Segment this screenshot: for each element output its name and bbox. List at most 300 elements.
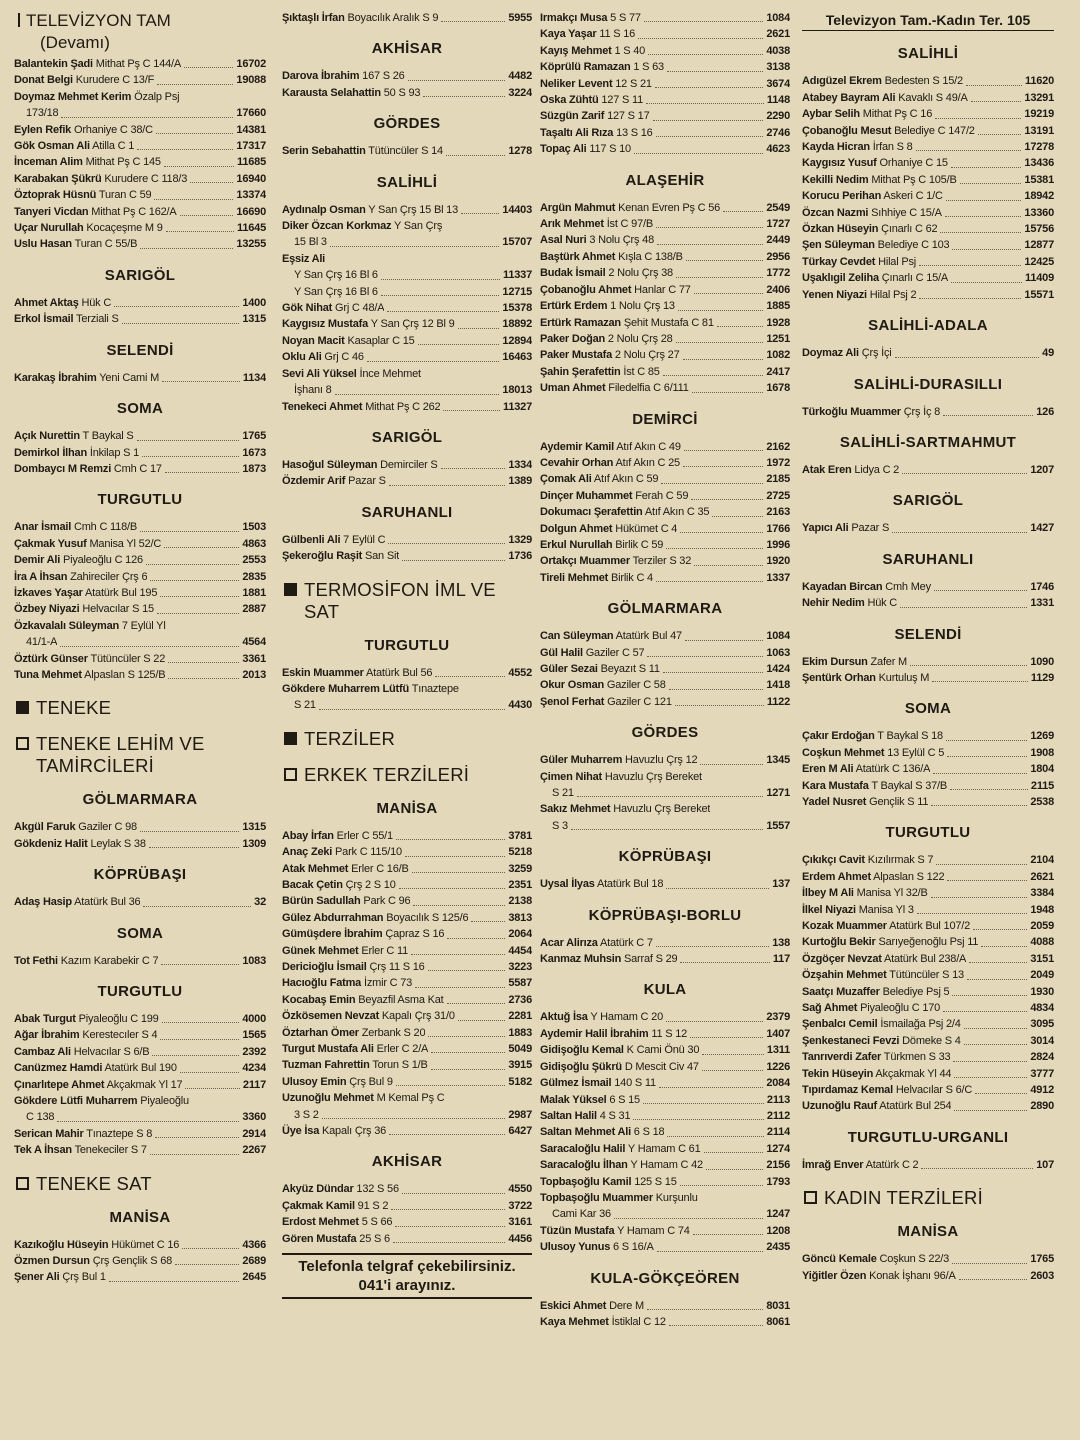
phone-number: 1883 <box>508 1026 532 1039</box>
listing-surname: Yadel Nusret <box>802 795 867 808</box>
listing-address: Mithat Pş C 105/B <box>871 173 957 186</box>
phone-number: 2064 <box>508 928 532 941</box>
dot-leader <box>952 248 1021 250</box>
listing-entry <box>14 295 266 311</box>
phone-number: 13374 <box>236 189 266 202</box>
dot-leader <box>155 1136 239 1138</box>
listing-address: Atatürk Bul 238/A <box>883 952 967 965</box>
phone-number: 2112 <box>766 1109 790 1122</box>
listing-entry <box>540 876 790 892</box>
town-heading: GÖLMARMARA <box>82 791 198 809</box>
listing-entry <box>282 1025 532 1041</box>
listing-entry <box>540 380 790 396</box>
listing-name <box>282 861 409 877</box>
dot-leader <box>471 920 505 922</box>
phone-number: 12877 <box>1024 239 1054 252</box>
dot-leader <box>676 341 764 343</box>
listing-name <box>282 1123 386 1139</box>
listing-name <box>802 404 940 420</box>
listing-entry <box>540 1190 790 1206</box>
phone-number: 3915 <box>508 1059 532 1072</box>
listing-address: Tütüncüler S 14 <box>368 145 443 158</box>
listing-address: Sarıyeğenoğlu Psj 11 <box>878 936 979 949</box>
listing-surname: Kocabaş Emin <box>282 993 356 1006</box>
listing-address: Çrş İçi <box>861 347 892 360</box>
dot-leader <box>458 1019 506 1021</box>
listing-entry <box>282 267 532 283</box>
listing-name <box>282 68 405 84</box>
listing-surname: Çomak Ali <box>540 473 592 486</box>
dot-leader <box>441 20 505 22</box>
listing-name <box>540 801 710 817</box>
listing-surname: Karakaş İbrahim <box>14 371 97 384</box>
listing-entry <box>14 569 266 585</box>
listing-entry <box>802 1157 1054 1173</box>
phone-number: 11620 <box>1025 75 1054 88</box>
listing-entry <box>540 471 790 487</box>
listing-surname: Coşkun Mehmet <box>802 746 885 759</box>
dot-leader <box>921 1167 1033 1169</box>
phone-number: 1148 <box>766 94 790 107</box>
listing-address: 6 S 15 <box>609 1093 640 1106</box>
listing-name <box>802 270 948 286</box>
listing-surname: Bacak Çetin <box>282 878 343 891</box>
dot-leader <box>161 963 239 965</box>
listing-surname: Uysal İlyas <box>540 878 595 891</box>
listing-entry <box>282 349 532 365</box>
town-heading: SALİHLİ <box>897 45 959 63</box>
listing-name <box>802 520 889 536</box>
listing-name <box>14 370 159 386</box>
phone-number: 1315 <box>242 821 266 834</box>
listing-name <box>802 106 932 122</box>
listing-surname: Türkay Cevdet <box>802 255 876 268</box>
phone-number: 3781 <box>508 829 532 842</box>
listing-surname: Demirkol İlhan <box>14 446 87 459</box>
dot-leader <box>149 846 240 848</box>
listing-entry <box>282 1123 532 1139</box>
listing-entry <box>540 504 790 520</box>
listing-name <box>294 382 332 398</box>
listing-name <box>282 959 425 975</box>
listing-entry <box>802 520 1054 536</box>
listing-address: 3 S 2 <box>294 1108 319 1121</box>
phone-number: 1996 <box>766 538 790 551</box>
phone-number: 19219 <box>1024 108 1054 121</box>
town-heading: SARUHANLI <box>882 550 974 568</box>
listing-address: 1 Nolu Çrş 13 <box>610 300 675 313</box>
dot-leader <box>393 1241 505 1243</box>
filled-square-icon <box>284 583 297 596</box>
listing-address: Ferah C 59 <box>635 489 689 502</box>
dot-leader <box>663 671 764 673</box>
listing-address: Kurşunlu <box>655 1191 698 1204</box>
listing-name <box>294 697 316 713</box>
phone-number: 3224 <box>508 86 532 99</box>
listing-surname: Sağ Ahmet <box>802 1002 858 1015</box>
listing-surname: Öztürk Günser <box>14 652 88 665</box>
listing-name <box>282 366 421 382</box>
dot-leader <box>933 772 1027 774</box>
listing-surname: Özkan Hüseyin <box>802 223 879 236</box>
listing-entry <box>540 488 790 504</box>
phone-number: 4430 <box>508 699 532 712</box>
listing-name <box>14 461 162 477</box>
listing-entry <box>802 1268 1054 1284</box>
phone-number: 2113 <box>766 1093 790 1106</box>
listing-entry <box>802 1000 1054 1016</box>
listing-surname: Ertürk Ramazan <box>540 316 621 329</box>
listing-surname: Çakmak Kamil <box>282 1199 355 1212</box>
dot-leader <box>428 969 506 971</box>
listing-name <box>540 1239 654 1255</box>
listing-surname: Gök Osman Ali <box>14 140 90 153</box>
listing-surname: Öztarhan Ömer <box>282 1026 359 1039</box>
dot-leader <box>692 391 764 393</box>
listing-address: Tütüncüler S 22 <box>90 652 166 665</box>
dot-leader <box>960 182 1022 184</box>
listing-address: Hanlar C 77 <box>634 283 691 296</box>
town-heading: SALİHLİ-SARTMAHMUT <box>839 433 1017 451</box>
listing-address: Mithat Pş C 262 <box>365 400 441 413</box>
listing-name <box>14 569 147 585</box>
listing-surname: Aydemir Kamil <box>540 440 615 453</box>
listing-entry <box>282 143 532 159</box>
dot-leader <box>157 83 233 85</box>
listing-entry <box>282 893 532 909</box>
listing-name <box>282 548 399 564</box>
listing-address: 12 S 21 <box>615 77 652 90</box>
listing-address: 4 S 31 <box>599 1109 631 1122</box>
listing-address: Cami Kar 36 <box>552 1208 611 1221</box>
listing-name <box>282 992 444 1008</box>
listing-surname: Doymaz Mehmet Kerim <box>14 90 132 103</box>
dot-leader <box>388 542 505 544</box>
listing-entry <box>14 89 266 105</box>
dot-leader <box>395 1225 505 1227</box>
phone-number: 2392 <box>242 1045 266 1058</box>
listing-entry <box>802 73 1054 89</box>
listing-address: 127 S 11 <box>601 94 643 107</box>
listing-name <box>802 73 963 89</box>
listing-name <box>540 1157 703 1173</box>
phone-number: 1084 <box>766 12 790 24</box>
listing-address: Park C 115/10 <box>335 846 402 859</box>
dot-leader <box>683 465 763 467</box>
phone-number: 2417 <box>766 365 790 378</box>
category-heading <box>282 764 532 786</box>
listing-surname: Çınarlıtepe Ahmet <box>14 1078 105 1091</box>
listing-surname: Saltan Mehmet Ali <box>540 1126 631 1139</box>
phone-number: 1424 <box>766 663 790 675</box>
listing-entry <box>540 1223 790 1239</box>
listing-surname: Budak İsmail <box>540 267 606 280</box>
listing-entry <box>802 869 1054 885</box>
dot-leader <box>666 547 763 549</box>
listing-surname: Hasoğul Süleyman <box>282 458 378 471</box>
phone-number: 2449 <box>766 234 790 247</box>
listing-entry <box>802 794 1054 810</box>
listing-surname: Bürün Sadullah <box>282 895 361 908</box>
listing-address: Havuzlu Çrş Bereket <box>613 803 711 816</box>
dot-leader <box>704 1151 764 1153</box>
listing-surname: Yapıcı Ali <box>802 522 849 535</box>
dot-leader <box>669 688 764 690</box>
dot-leader <box>60 645 239 647</box>
listing-surname: İlbey M Ali <box>802 887 854 900</box>
listing-surname: Eşsiz Ali <box>282 252 326 265</box>
listing-surname: Tüzün Mustafa <box>540 1224 615 1237</box>
listing-name <box>802 967 964 983</box>
listing-name <box>14 56 181 72</box>
listing-address: Y San Çrş <box>393 220 443 233</box>
listing-entry <box>14 667 266 683</box>
listing-name <box>282 1181 399 1197</box>
listing-surname: Paker Mustafa <box>540 349 612 362</box>
phone-number: 1134 <box>242 371 266 384</box>
dot-leader <box>114 305 239 307</box>
listing-surname: Anaç Zeki <box>282 846 333 859</box>
listing-entry <box>14 552 266 568</box>
dot-leader <box>137 148 233 150</box>
listing-entry <box>540 769 790 785</box>
phone-number: 2115 <box>1030 779 1054 792</box>
listing-name <box>802 1033 961 1049</box>
listing-entry <box>282 1198 532 1214</box>
listing-surname: Özmen Dursun <box>14 1255 90 1268</box>
listing-surname: Şenol Ferhat <box>540 695 605 708</box>
listing-entry <box>540 1009 790 1025</box>
listing-surname: Asal Nuri <box>540 234 587 247</box>
listing-surname: Noyan Macit <box>282 334 345 347</box>
listing-name <box>540 1141 701 1157</box>
listing-entry <box>282 697 532 713</box>
dot-leader <box>648 53 763 55</box>
listing-entry <box>540 1042 790 1058</box>
dot-leader <box>943 414 1033 416</box>
listing-surname: Cambaz Ali <box>14 1045 71 1058</box>
open-square-icon <box>16 1177 29 1190</box>
dot-leader <box>667 70 763 72</box>
phone-number: 15571 <box>1024 288 1054 301</box>
listing-name <box>282 457 438 473</box>
listing-entry <box>540 249 790 265</box>
listing-surname: Ulusoy Emin <box>282 1075 347 1088</box>
phone-number: 1278 <box>508 145 532 158</box>
listing-entry <box>14 519 266 535</box>
dot-leader <box>932 680 1028 682</box>
dot-leader <box>935 117 1021 119</box>
listing-address: Tütüncüler S 13 <box>889 969 964 982</box>
listing-name <box>540 628 682 644</box>
listing-surname: Tuzman Fahrettin <box>282 1059 370 1072</box>
listing-name <box>540 752 697 768</box>
listing-address: Y San Çrş 15 Bl 13 <box>368 203 459 216</box>
category-heading <box>282 579 532 623</box>
listing-address: Atatürk C 136/A <box>855 763 931 776</box>
town-heading: TURGUTLU-URGANLI <box>847 1128 1009 1146</box>
listing-name <box>540 488 688 504</box>
dot-leader <box>954 1109 1027 1111</box>
listing-address: Alpaslan S 125/B <box>84 668 166 681</box>
listing-entry <box>802 654 1054 670</box>
dot-leader <box>895 356 1040 358</box>
listing-surname: Günek Mehmet <box>282 944 359 957</box>
listing-entry <box>282 1231 532 1247</box>
town-heading: SARUHANLI <box>361 503 453 521</box>
listing-surname: Saltan Halil <box>540 1109 597 1122</box>
listing-entry <box>14 370 266 386</box>
listing-address: Askeri C 1/C <box>883 190 943 203</box>
listing-entry <box>14 1237 266 1253</box>
listing-surname: Topaç Ali <box>540 143 587 156</box>
dot-leader <box>936 863 1027 865</box>
listing-name <box>282 943 408 959</box>
listing-entry <box>802 1033 1054 1049</box>
phone-number: 16690 <box>236 205 266 218</box>
listing-name <box>540 141 631 157</box>
listing-entry <box>802 951 1054 967</box>
town-heading: KÖPRÜBAŞI <box>618 848 712 866</box>
phone-number: 2914 <box>242 1127 266 1140</box>
dot-leader <box>934 589 1027 591</box>
listing-entry <box>540 331 790 347</box>
listing-surname: Şentürk Orhan <box>802 671 876 684</box>
listing-address: 173/18 <box>26 107 59 120</box>
dot-leader <box>168 661 239 663</box>
phone-number: 5218 <box>508 846 532 859</box>
listing-entry <box>540 26 790 42</box>
listing-entry <box>282 85 532 101</box>
listing-entry <box>802 1251 1054 1267</box>
dot-leader <box>180 214 234 216</box>
dot-leader <box>571 828 763 830</box>
listing-entry <box>802 778 1054 794</box>
listing-entry <box>540 1059 790 1075</box>
listing-entry <box>540 785 790 801</box>
listing-entry <box>14 236 266 252</box>
listing-surname: Okur Osman <box>540 679 605 692</box>
listing-entry <box>282 1041 532 1057</box>
phone-number: 8031 <box>766 1299 790 1312</box>
listing-name <box>540 769 702 785</box>
listing-surname: Gülbenli Ali <box>282 533 341 546</box>
dot-leader <box>675 704 764 706</box>
listing-name <box>282 218 442 234</box>
listing-address: Mithat Pş C 144/A <box>95 58 182 70</box>
listing-surname: Serican Mahir <box>14 1127 84 1140</box>
listing-entry <box>14 1044 266 1060</box>
phone-number: 3095 <box>1030 1018 1054 1031</box>
dot-leader <box>335 393 500 395</box>
listing-entry <box>14 204 266 220</box>
listing-name <box>540 76 652 92</box>
listing-name <box>540 331 673 347</box>
listing-surname: Argün Mahmut <box>540 201 616 214</box>
town-heading: ALAŞEHİR <box>625 171 705 189</box>
dot-leader <box>666 887 769 889</box>
listing-address: Kasaplar C 15 <box>347 334 415 347</box>
listing-surname: Üye İsa <box>282 1125 320 1138</box>
listing-address: Cmh C 118/B <box>73 521 137 534</box>
listing-entry <box>14 461 266 477</box>
listing-entry <box>802 287 1054 303</box>
listing-surname: Turgut Mustafa Ali <box>282 1043 374 1056</box>
dot-leader <box>919 264 1021 266</box>
listing-name <box>802 579 931 595</box>
phone-number: 2084 <box>766 1077 790 1090</box>
listing-entry <box>282 399 532 415</box>
listing-entry <box>540 10 790 26</box>
listing-address: Beyazfil Asma Kat <box>358 993 444 1006</box>
listing-name <box>540 661 660 677</box>
listing-entry <box>802 188 1054 204</box>
listing-surname: Erdem Ahmet <box>802 870 871 883</box>
dot-leader <box>975 1092 1027 1094</box>
listing-entry <box>282 877 532 893</box>
phone-number: 1329 <box>508 533 532 546</box>
listing-address: Belediye C 103 <box>877 239 950 252</box>
filled-square-icon <box>16 701 29 714</box>
listing-address: 41/1-A <box>26 636 58 649</box>
listing-address: S 21 <box>552 787 574 800</box>
listing-address: Atatürk C 7 <box>599 936 653 949</box>
listing-name <box>540 108 650 124</box>
listing-entry <box>802 885 1054 901</box>
dot-leader <box>140 247 233 249</box>
listing-address: Piyaleoğlu C 170 <box>860 1002 941 1015</box>
phone-number: 3777 <box>1030 1067 1054 1080</box>
listing-address: 3 Nolu Çrş 48 <box>589 234 655 247</box>
listing-surname: Kekilli Nedim <box>802 173 869 186</box>
listing-address: 132 S 56 <box>356 1183 399 1196</box>
dot-leader <box>971 100 1022 102</box>
category-heading <box>14 697 266 719</box>
phone-number: 2267 <box>242 1144 266 1157</box>
listing-address: Türkmen S 33 <box>883 1051 951 1064</box>
listing-address: Çrş 2 S 10 <box>345 878 396 891</box>
dot-leader <box>175 1263 239 1265</box>
dot-leader <box>168 677 239 679</box>
category-title: TERMOSİFON İML VE SAT <box>304 578 496 622</box>
listing-name <box>14 295 111 311</box>
listing-address: İşhanı 8 <box>294 384 332 397</box>
dot-leader <box>405 855 505 857</box>
dot-leader <box>656 135 764 137</box>
dot-leader <box>446 154 505 156</box>
dot-leader <box>143 905 251 907</box>
listing-address: 7 Eylül C <box>343 533 386 546</box>
phone-number: 107 <box>1036 1158 1054 1171</box>
phone-number: 5049 <box>508 1043 532 1056</box>
listing-name <box>282 251 325 267</box>
dot-leader <box>931 804 1027 806</box>
listing-address: Sarraf S 29 <box>624 953 678 966</box>
listing-entry <box>540 752 790 768</box>
listing-name <box>282 1214 392 1230</box>
listing-name <box>14 1060 177 1076</box>
listing-name <box>14 154 161 170</box>
listing-address: 140 S 11 <box>614 1077 656 1090</box>
phone-number: 13436 <box>1024 157 1054 170</box>
listing-surname: Güler Sezai <box>540 663 598 675</box>
dot-leader <box>402 1192 505 1194</box>
dot-leader <box>659 1086 763 1088</box>
listing-entry <box>282 681 532 697</box>
listing-entry <box>282 473 532 489</box>
listing-surname: Irmakçı Musa <box>540 12 608 24</box>
listing-address: 5 S 66 <box>361 1216 393 1229</box>
